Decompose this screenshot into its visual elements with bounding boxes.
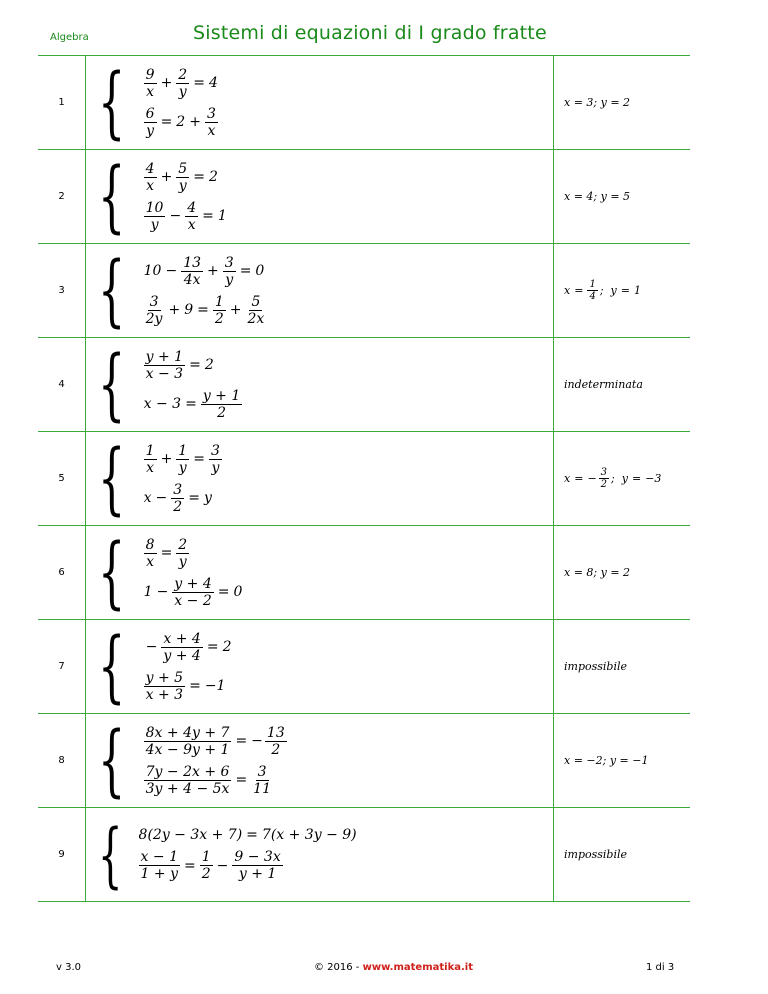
exercise-number: 5 [38, 432, 86, 526]
exercise-number: 4 [38, 338, 86, 432]
equation-system: { − $\frac{x + 4}{y + 4}$ = 2 $\frac{y + 5}{x + 3}$ = −1 [86, 620, 554, 714]
equation: x − 3 = $\frac{y + 1}{2}$ [143, 387, 241, 421]
exercise-row [38, 808, 690, 902]
solution: indeterminata [554, 338, 691, 432]
solution: x = 4; y = 5 [554, 150, 691, 244]
equation-system: { 8(2y − 3x + 7) = 7(x + 3y − 9) $\frac{x - 1}{1 + y}$ = $\frac{1}{2}$ − $\frac{9 - 3x}{y + 1}$ [86, 808, 554, 902]
equation: $\frac{6}{y}$ = 2 + $\frac{3}{x}$ [145, 105, 216, 139]
exercise-number: 2 [38, 150, 86, 244]
exercise-row [38, 244, 690, 338]
equation: 4 x + $\frac{5}{y}$ = 2 [145, 160, 218, 194]
exercise-number: 6 [38, 526, 86, 620]
exercise-number: 1 [38, 56, 86, 150]
solution: x = 8; y = 2 [554, 526, 691, 620]
exercise-number: 7 [38, 620, 86, 714]
solution: x = 3; y = 2 [554, 56, 691, 150]
solution: x = − $\frac{3}{2}$ ; y = −3 [554, 432, 691, 526]
exercise-table [38, 55, 690, 902]
copyright [314, 962, 473, 973]
equation: $\frac{8x + 4y + 7}{4x - 9y + 1}$ = − $\frac{13}{2}$ [145, 724, 285, 758]
equation-system: { 10 − $\frac{13}{4x}$ + $\frac{3}{y}$ = 0 3 2y + 9 = $\frac{1}{2}$ + $\frac{5}{2x}$ [86, 244, 554, 338]
version-label: v 3.0 [56, 962, 81, 973]
exercise-row [38, 338, 690, 432]
equation: 1 x + $\frac{1}{y}$ = $\frac{3}{y}$ [145, 442, 220, 476]
exercise-number: 9 [38, 808, 86, 902]
equation: $\frac{7y - 2x + 6}{3y + 4 - 5x}$ = $\frac{3}{11}$ [145, 763, 271, 797]
equation-system: { $\frac{8}{x}$ = $\frac{2}{y}$ 1 − $\frac{y + 4}{x - 2}$ = 0 [86, 526, 554, 620]
equation: $\frac{y + 5}{x + 3}$ = −1 [145, 669, 226, 703]
exercise-row [38, 150, 690, 244]
exercise-number: 8 [38, 714, 86, 808]
solution: x = $\frac{1}{4}$ ; y = 1 [554, 244, 691, 338]
equation-system: { $\frac{8x + 4y + 7}{4x - 9y + 1}$ = − $\frac{13}{2}$ $\frac{7y - 2x + 6}{3y + 4 - 5x}$ = $\frac{3}{11}$ [86, 714, 554, 808]
exercise-row [38, 620, 690, 714]
equation-system: { 1 x + $\frac{1}{y}$ = $\frac{3}{y}$ x − $\frac{3}{2}$ = y [86, 432, 554, 526]
equation: 8(2y − 3x + 7) = 7(x + 3y − 9) [138, 827, 357, 843]
equation: x − $\frac{3}{2}$ = y [143, 481, 212, 515]
equation: 1 − $\frac{y + 4}{x - 2}$ = 0 [143, 575, 243, 609]
solution: x = −2; y = −1 [554, 714, 691, 808]
equation: 10 − $\frac{13}{4x}$ + $\frac{3}{y}$ = 0 [143, 254, 265, 288]
equation: $\frac{x - 1}{1 + y}$ = $\frac{1}{2}$ − $\frac{9 - 3x}{y + 1}$ [140, 849, 281, 882]
equation-system: { 4 x + $\frac{5}{y}$ = 2 10 y − $\frac{4}{x}$ = 1 [86, 150, 554, 244]
subject-label: Algebra [50, 32, 89, 43]
copyright-text: © 2016 - [314, 962, 363, 973]
equation: 9 x + $\frac{2}{y}$ = 4 [145, 66, 218, 100]
equation-system: { $\frac{y + 1}{x - 3}$ = 2 x − 3 = $\frac{y + 1}{2}$ [86, 338, 554, 432]
equation-system: { 9 x + $\frac{2}{y}$ = 4 $\frac{6}{y}$ = 2 + $\frac{3}{x}$ [86, 56, 554, 150]
equation: 10 y − $\frac{4}{x}$ = 1 [145, 199, 227, 233]
page-number: 1 di 3 [646, 962, 675, 973]
exercise-row [38, 714, 690, 808]
solution: impossibile [554, 808, 691, 902]
exercise-row [38, 56, 690, 150]
site-link[interactable]: www.matematika.it [362, 962, 473, 973]
solution: impossibile [554, 620, 691, 714]
equation: − $\frac{x + 4}{y + 4}$ = 2 [145, 630, 232, 664]
exercise-number: 3 [38, 244, 86, 338]
equation: $\frac{y + 1}{x - 3}$ = 2 [145, 348, 214, 382]
equation: $\frac{8}{x}$ = $\frac{2}{y}$ [145, 536, 188, 570]
exercise-row [38, 432, 690, 526]
page-title: Sistemi di equazioni di I grado fratte [193, 22, 547, 44]
exercise-row [38, 526, 690, 620]
equation: 3 2y + 9 = $\frac{1}{2}$ + $\frac{5}{2x}$ [145, 293, 265, 327]
